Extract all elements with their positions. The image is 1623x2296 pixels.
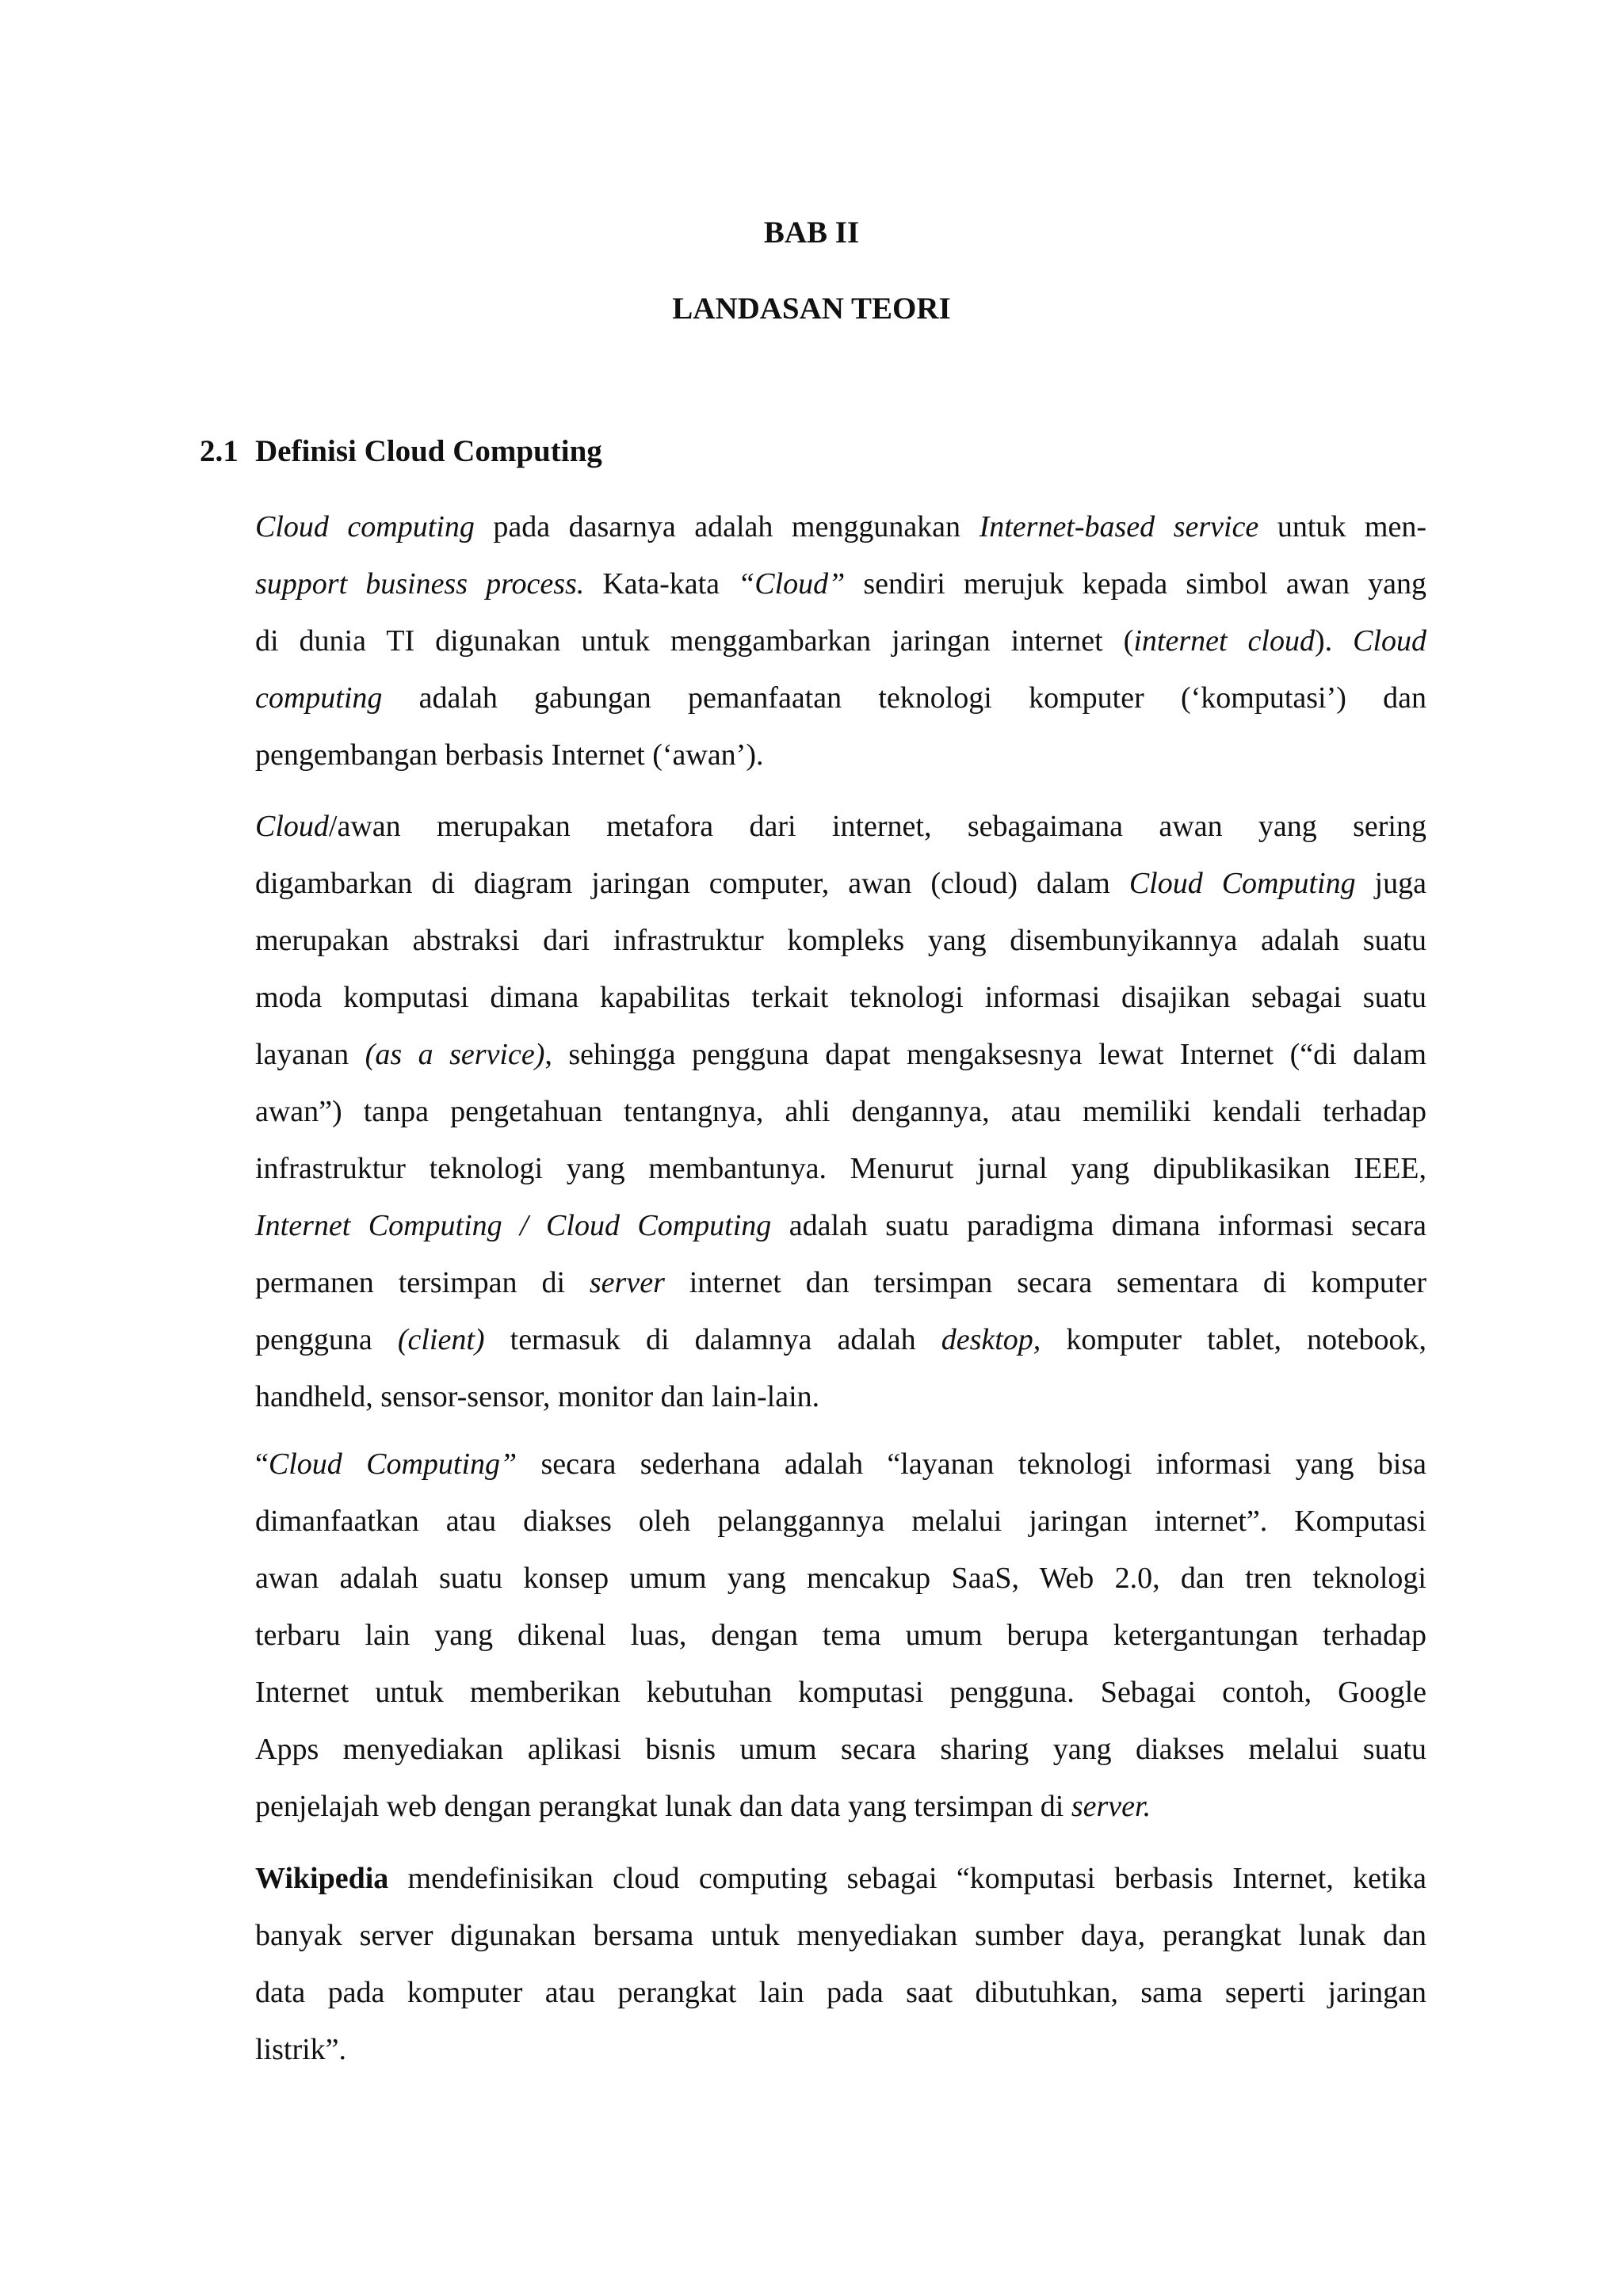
text-segment: terbaru lain yang dikenal luas, dengan tema umum berupa ketergantungan terhadap [255, 1619, 1426, 1652]
text-segment: internet dan tersimpan secara sementara di komputer [664, 1266, 1426, 1299]
text-line [255, 1493, 1426, 1550]
text-segment: pengguna [255, 1323, 398, 1356]
text-line [255, 1368, 1426, 1425]
text-line [255, 1550, 1426, 1607]
italic-text: (client) [397, 1323, 485, 1356]
text-segment: “ [255, 1447, 269, 1481]
chapter-number: BAB II [763, 215, 860, 250]
text-segment: awan”) tanpa pengetahuan tentangnya, ahli dengannya, atau memiliki kendali terhadap [255, 1095, 1426, 1128]
italic-text: Internet Computing / Cloud Computing [255, 1209, 772, 1242]
text-line [255, 1254, 1426, 1311]
paragraph-1 [255, 498, 1426, 784]
text-line [255, 1436, 1426, 1493]
italic-text: desktop, [941, 1323, 1041, 1356]
italic-text: server. [1071, 1790, 1151, 1823]
text-line [255, 1664, 1426, 1721]
text-line [255, 1311, 1426, 1368]
italic-text: support business process. [255, 567, 585, 601]
text-segment: komputer tablet, notebook, [1041, 1323, 1427, 1356]
italic-text: Cloud [255, 810, 329, 843]
bold-text: Wikipedia [255, 1862, 389, 1895]
text-segment: ). [1314, 624, 1354, 658]
text-segment: adalah gabungan pemanfaatan teknologi komputer (‘komputasi’) dan [382, 681, 1426, 715]
text-segment: termasuk di dalamnya adalah [484, 1323, 941, 1356]
italic-text: computing [255, 681, 383, 715]
text-line [255, 1083, 1426, 1140]
italic-text: internet cloud [1133, 624, 1315, 658]
text-segment: awan adalah suatu konsep umum yang mencakup SaaS, Web 2.0, dan tren teknologi [255, 1562, 1426, 1595]
text-line [255, 1197, 1426, 1254]
text-segment: permanen tersimpan di [255, 1266, 590, 1299]
text-line [255, 798, 1426, 855]
text-segment: pengembangan berbasis Internet (‘awan’). [255, 738, 764, 772]
paragraph-3 [255, 1436, 1426, 1835]
text-line [255, 912, 1426, 969]
text-segment: Kata-kata [584, 567, 739, 601]
text-line [255, 969, 1426, 1026]
text-segment: banyak server digunakan bersama untuk menyediakan sumber daya, perangkat lunak dan [255, 1919, 1426, 1952]
section-title: Definisi Cloud Computing [255, 434, 602, 468]
text-line [255, 1964, 1426, 2021]
text-segment: moda komputasi dimana kapabilitas terkait teknologi informasi disajikan sebagai suatu [255, 981, 1426, 1014]
section-heading [200, 433, 602, 471]
text-segment: Apps menyediakan aplikasi bisnis umum secara sharing yang diakses melalui suatu [255, 1733, 1426, 1766]
text-segment: infrastruktur teknologi yang membantunya. Menurut jurnal yang dipublikasikan IEEE, [255, 1152, 1426, 1185]
text-segment: listrik”. [255, 2033, 347, 2066]
italic-text: Cloud Computing” [268, 1447, 517, 1481]
text-line [255, 498, 1426, 555]
italic-text: server [589, 1266, 665, 1299]
text-segment: sendiri merujuk kepada simbol awan yang [845, 567, 1426, 601]
paragraph-2 [255, 798, 1426, 1425]
text-segment: di dunia TI digunakan untuk menggambarkan jaringan internet ( [255, 624, 1134, 658]
text-segment: dimanfaatkan atau diakses oleh pelanggannya melalui jaringan internet”. Komputasi [255, 1505, 1426, 1538]
italic-text: Cloud Computing [1128, 867, 1356, 900]
text-segment: digambarkan di diagram jaringan computer, awan (cloud) dalam [255, 867, 1129, 900]
paragraph-4 [255, 1850, 1426, 2078]
text-line [255, 1607, 1426, 1664]
text-line [255, 612, 1426, 669]
italic-text: Cloud [1353, 624, 1426, 658]
text-line [255, 1026, 1426, 1083]
italic-text: (as a service) [365, 1038, 545, 1071]
text-segment: merupakan abstraksi dari infrastruktur kompleks yang disembunyikannya adalah suatu [255, 924, 1426, 957]
text-line [255, 855, 1426, 912]
italic-text: “Cloud” [738, 567, 846, 601]
text-segment: pada dasarnya adalah menggunakan [474, 510, 980, 543]
text-segment: Internet untuk memberikan kebutuhan komputasi pengguna. Sebagai contoh, Google [255, 1676, 1426, 1709]
text-segment: , sehingga pengguna dapat mengaksesnya lewat Internet (“di dalam [544, 1038, 1427, 1071]
text-line [255, 555, 1426, 612]
text-segment: penjelajah web dengan perangkat lunak dan data yang tersimpan di [255, 1790, 1071, 1823]
text-segment: layanan [255, 1038, 365, 1071]
section-number: 2.1 [200, 434, 239, 468]
text-segment: secara sederhana adalah “layanan teknologi informasi yang bisa [517, 1447, 1426, 1481]
chapter-title: LANDASAN TEORI [672, 292, 951, 326]
text-segment: juga [1355, 867, 1426, 900]
text-segment: /awan merupakan metafora dari internet, sebagaimana awan yang sering [328, 810, 1426, 843]
text-line [255, 1907, 1426, 1964]
text-segment: data pada komputer atau perangkat lain pada saat dibutuhkan, sama seperti jaringan [255, 1976, 1426, 2009]
italic-text: Cloud computing [255, 510, 475, 543]
text-line [255, 727, 1426, 784]
text-line [255, 1140, 1426, 1197]
text-line [255, 1850, 1426, 1907]
text-segment: mendefinisikan cloud computing sebagai “komputasi berbasis Internet, ketika [388, 1862, 1426, 1895]
text-line [255, 1721, 1426, 1778]
text-line [255, 2021, 1426, 2078]
text-segment: untuk men- [1258, 510, 1427, 543]
text-line [255, 1778, 1426, 1835]
text-segment: handheld, sensor-sensor, monitor dan lain-lain. [255, 1380, 820, 1413]
text-line [255, 669, 1426, 727]
italic-text: Internet-based service [979, 510, 1259, 543]
text-segment: adalah suatu paradigma dimana informasi secara [771, 1209, 1426, 1242]
